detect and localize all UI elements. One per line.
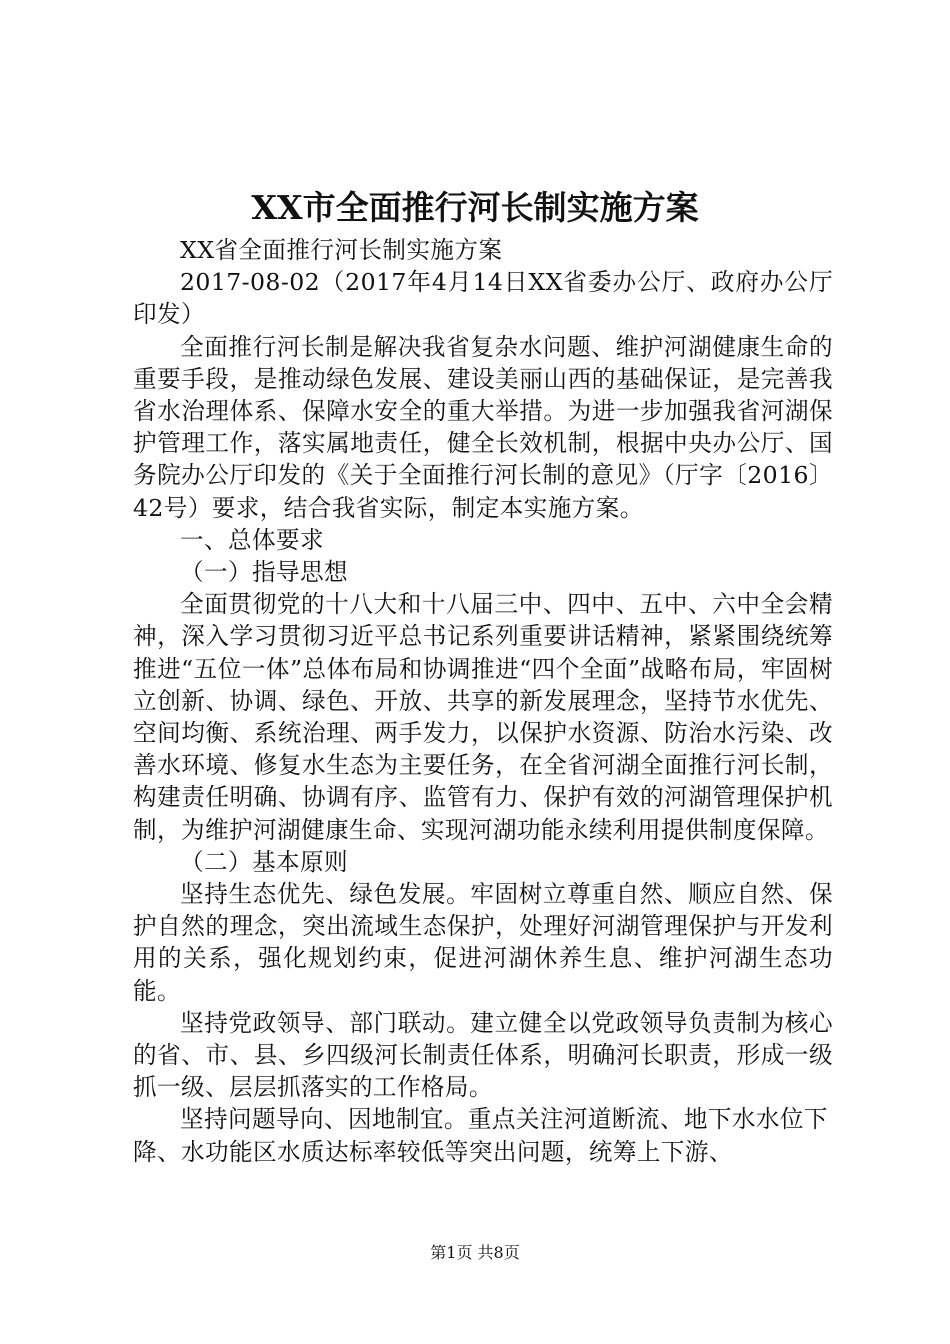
subsection-heading-principles: （二）基本原则 [180, 847, 348, 876]
subsection-heading-guiding: （一）指导思想 [180, 558, 348, 587]
document-title: XX市全面推行河长制实施方案 [251, 188, 699, 227]
section-heading-general: 一、总体要求 [180, 525, 324, 554]
paragraph-principle-ecology: 坚持生态优先、绿色发展。牢固树立尊重自然、顺应自然、保护自然的理念，突出流域生态保护，处理好河湖管理保护与开发利用的关系，强化规划约束，促进河湖休养生息、维护河湖生态功能。 [133, 880, 833, 1005]
paragraph-intro: 全面推行河长制是解决我省复杂水问题、维护河湖健康生命的重要手段，是推动绿色发展、建设美丽山西的基础保证，是完善我省水治理体系、保障水安全的重大举措。为进一步加强我省河湖保护管理工作，落实属地责任，健全长效机制，根据中央办公厅、国务院办公厅印发的《关于全面推行河长制的意见》（厅字〔2016〕42号）要求，结合我省实际，制定本实施方案。 [133, 332, 833, 522]
page-number: 第1页 共8页 [430, 1243, 520, 1262]
paragraph-principle-problem: 坚持问题导向、因地制宜。重点关注河道断流、地下水水位下降、水功能区水质达标率较低等突出问题，统筹上下游、 [133, 1105, 828, 1166]
paragraph-guiding: 全面贯彻党的十八大和十八届三中、四中、五中、六中全会精神，深入学习贯彻习近平总书记系列重要讲话精神，紧紧围绕统筹推进“五位一体”总体布局和协调推进“四个全面”战略布局，牢固树立创新、协调、绿色、开放、共享的新发展理念，坚持节水优先、空间均衡、系统治理、两手发力，以保护水资源、防治水污染、改善水环境、修复水生态为主要任务，在全省河湖全面推行河长制，构建责任明确、协调有序、监管有力、保护有效的河湖管理保护机制，为维护河湖健康生命、实现河湖功能永续利用提供制度保障。 [133, 590, 833, 844]
paragraph-principle-leadership: 坚持党政领导、部门联动。建立健全以党政领导负责制为核心的省、市、县、乡四级河长制责任体系，明确河长职责，形成一级抓一级、层层抓落实的工作格局。 [133, 1008, 833, 1102]
document-body [133, 234, 833, 1168]
paragraph-subtitle: XX省全面推行河长制实施方案 [180, 236, 503, 264]
paragraph-date: 2017-08-02（2017年4月14日XX省委办公厅、政府办公厅印发） [133, 268, 833, 329]
